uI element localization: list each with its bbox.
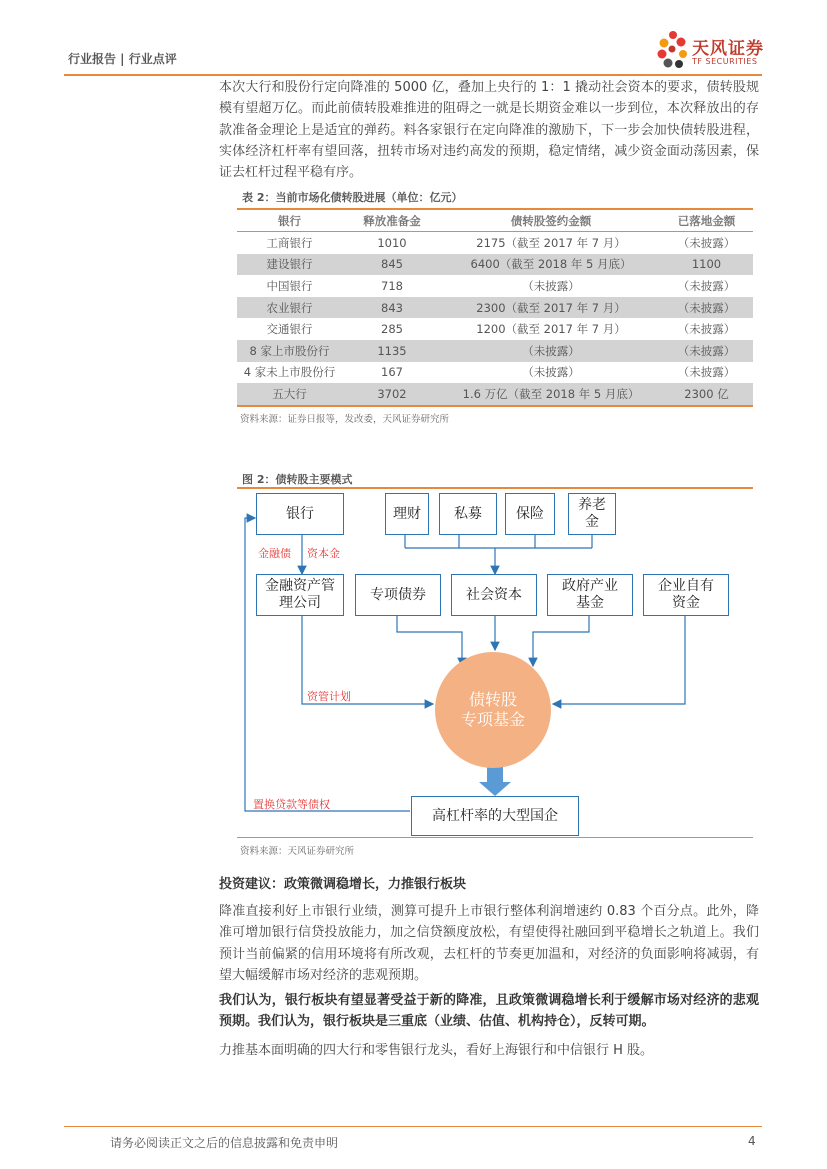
box-pension: 养老金: [568, 493, 616, 535]
figure-caption: 图 2：债转股主要模式: [242, 473, 353, 486]
cell-landed: 2300 亿: [660, 383, 753, 406]
advice-bold-paragraph: 我们认为，银行板块有望显著受益于新的降准，且政策微调稳增长利于缓解市场对经济的悲观预期。我们认为，银行板块是三重底（业绩、估值、机构持仓），反转可期。: [219, 993, 759, 1030]
box-insurance: 保险: [505, 493, 555, 535]
figure-bottom-rule: [237, 837, 753, 838]
table-header-row: [237, 209, 753, 232]
col-header-signed: 债转股签约金额: [442, 209, 660, 232]
cell-landed: （未披露）: [677, 278, 736, 293]
label-asset-mgmt-plan: 资管计划: [307, 690, 351, 703]
header-category: 行业报告 | 行业点评: [68, 52, 177, 66]
cell-reserve: 1010: [377, 235, 407, 250]
cell-signed: 2175（截至 2017 年 7 月）: [476, 235, 626, 250]
box-bank: 银行: [256, 493, 344, 535]
cell-landed: （未披露）: [677, 235, 736, 250]
cell-reserve: 1135: [342, 340, 442, 362]
cell-reserve: 285: [381, 322, 403, 337]
col-header-reserve: 释放准备金: [342, 209, 442, 232]
cell-reserve: 718: [381, 278, 403, 293]
cell-landed: （未披露）: [677, 322, 736, 337]
company-logo: [654, 28, 764, 74]
box-amc: 金融资产管理公司: [256, 574, 344, 616]
cell-signed: 1200（截至 2017 年 7 月）: [476, 322, 626, 337]
bank-debt-swap-table: [237, 208, 753, 407]
arrow-loop-back: [245, 518, 410, 811]
cell-bank: 工商银行: [266, 235, 313, 250]
cell-signed: （未披露）: [442, 340, 660, 362]
cell-reserve: 3702: [342, 383, 442, 406]
figure-source: 资料来源：天风证券研究所: [240, 846, 355, 857]
label-swap-loans: 置换贷款等债权: [253, 798, 330, 811]
cell-signed: 2300（截至 2017 年 7 月）: [442, 297, 660, 319]
cell-bank: 4 家未上市股份行: [243, 365, 336, 380]
cell-signed: 1.6 万亿（截至 2018 年 5 月底）: [442, 383, 660, 406]
advice-final: 力推基本面明确的四大行和零售银行龙头，看好上海银行和中信银行 H 股。: [219, 1043, 654, 1058]
box-high-leverage-soe: 高杠杆率的大型国企: [411, 796, 579, 836]
table-row: [237, 297, 753, 319]
advice-heading: 投资建议：政策微调稳增长，力推银行板块: [219, 877, 467, 892]
table-row: [237, 275, 753, 297]
cell-reserve: 845: [342, 254, 442, 276]
col-header-bank: 银行: [237, 209, 342, 232]
advice-paragraph: 降准直接利好上市银行业绩，测算可提升上市银行整体利润增速约 0.83 个百分点。此外，降准可增加银行信贷投放能力，加之信贷额度放松，有望使得社融回到平稳增长之轨道上。我们预计当前偏紧的信用环境将有所改观，去杠杆的节奏更加温和，对经济的负面影响将减弱，有望大幅缓解市场对经济的悲观预期。: [219, 904, 759, 983]
cell-landed: （未披露）: [677, 365, 736, 380]
logo-sub: TF SECURITIES: [692, 57, 758, 66]
intro-paragraph: 本次大行和股份行定向降准的 5000 亿，叠加上央行的 1：1 撬动社会资本的要求，债转股规模有望超万亿。而此前债转股难推进的阻碍之一就是长期资金难以一步到位，本次释放出的存款准备金理论上是适宜的弹药。料各家银行在定向降准的激励下，下一步会加快债转股进程，实体经济杠杆率有望回落，扭转市场对违约高发的预期，稳定情绪，减少资金面动荡因素，保证去杠杆过程平稳有序。: [219, 80, 759, 181]
cell-reserve: 167: [381, 365, 403, 380]
cell-landed: 1100: [660, 254, 753, 276]
table-row: [237, 383, 753, 406]
footer-divider: [64, 1126, 762, 1127]
box-private-equity: 私募: [439, 493, 497, 535]
cell-bank: 8 家上市股份行: [237, 340, 342, 362]
debt-swap-diagram: [237, 484, 753, 844]
label-capital: 资本金: [307, 547, 340, 560]
box-special-bonds: 专项债券: [355, 574, 441, 616]
table-row: [237, 254, 753, 276]
cell-signed: 6400（截至 2018 年 5 月底）: [442, 254, 660, 276]
table-source: 资料来源：证券日报等，发改委，天风证券研究所: [240, 414, 450, 425]
label-financial-bond: 金融债: [258, 547, 291, 560]
cell-bank: 交通银行: [266, 322, 313, 337]
table-row: [237, 318, 753, 340]
circle-line1: 债转股: [468, 690, 517, 709]
cell-signed: （未披露）: [522, 278, 580, 293]
cell-bank: 五大行: [237, 383, 342, 406]
page-number: 4: [748, 1134, 756, 1148]
table-row: [237, 362, 753, 384]
cell-landed: （未披露）: [660, 340, 753, 362]
cell-bank: 中国银行: [266, 278, 313, 293]
box-social-capital: 社会资本: [451, 574, 537, 616]
arrow-down-to-soe: [479, 766, 511, 796]
cell-landed: （未披露）: [660, 297, 753, 319]
circle-line2: 专项基金: [460, 710, 525, 729]
logo-name: 天风证券: [692, 39, 764, 59]
cell-bank: 建设银行: [237, 254, 342, 276]
col-header-landed: 已落地金额: [660, 209, 753, 232]
cell-bank: 农业银行: [237, 297, 342, 319]
box-wealth: 理财: [385, 493, 429, 535]
header-divider: [64, 74, 762, 76]
table-row: [237, 232, 753, 254]
table-caption: 表 2：当前市场化债转股进展（单位：亿元）: [242, 191, 463, 204]
cell-signed: （未披露）: [522, 365, 580, 380]
logo-flower-icon: [654, 28, 690, 72]
box-enterprise-funds: 企业自有资金: [643, 574, 729, 616]
debt-swap-fund-circle: [435, 652, 551, 768]
box-gov-industry-fund: 政府产业基金: [547, 574, 633, 616]
table-row: [237, 340, 753, 362]
cell-reserve: 843: [342, 297, 442, 319]
footer-disclaimer: 请务必阅读正文之后的信息披露和免责申明: [110, 1136, 339, 1150]
